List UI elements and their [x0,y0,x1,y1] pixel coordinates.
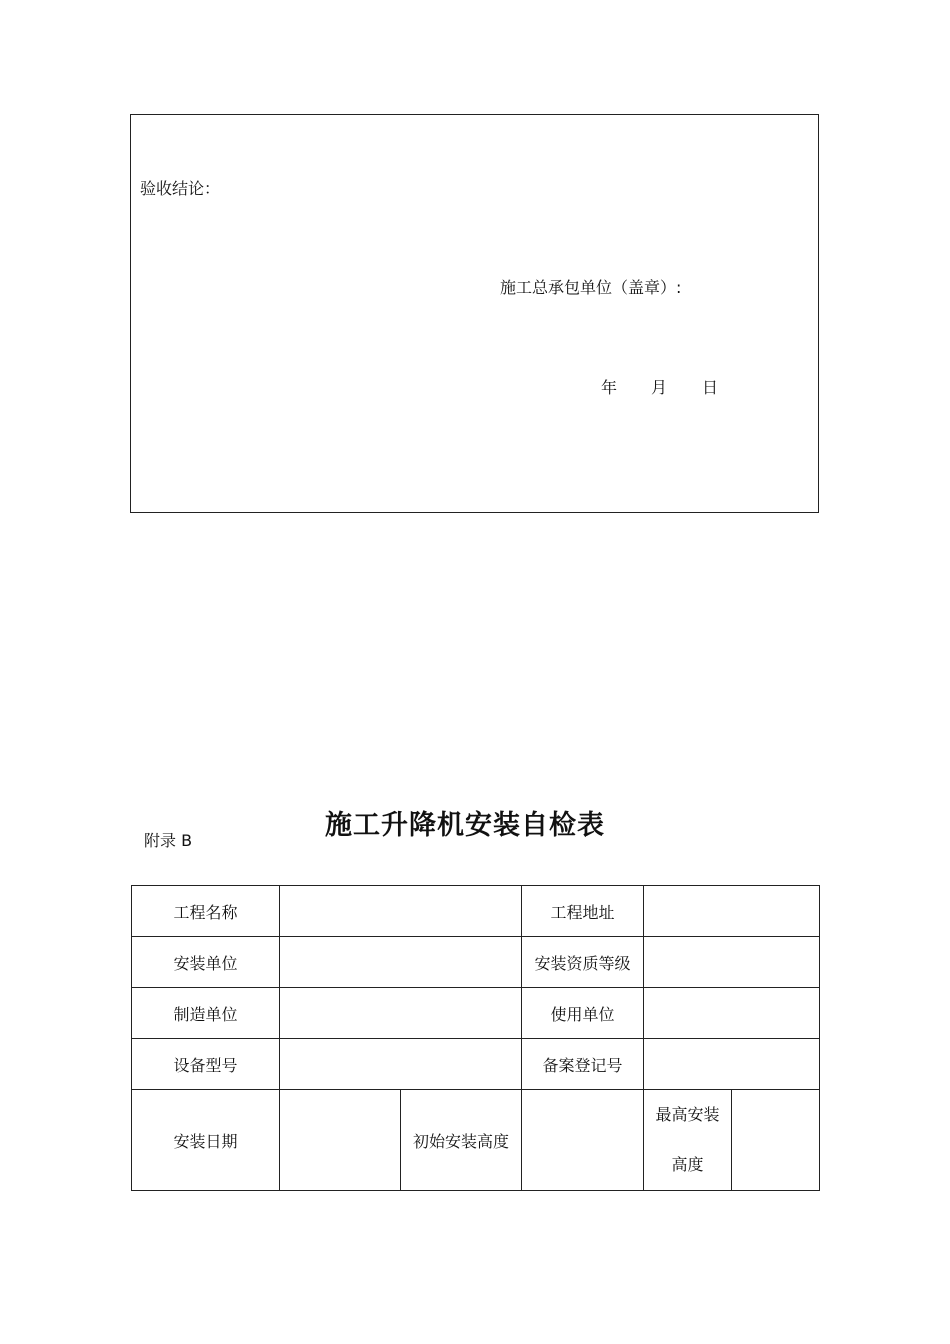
manufacturer-field[interactable] [280,988,522,1039]
date-day-label: 日 [702,378,719,397]
table-row [132,937,820,988]
page-title: 施工升降机安装自检表 [325,810,605,841]
table-row [132,1090,820,1191]
date-month-label: 月 [651,378,668,397]
equipment-model-label: 设备型号 [132,1039,280,1090]
registration-no-field[interactable] [644,1039,820,1090]
date-year-label: 年 [601,378,618,397]
table-row [132,886,820,937]
install-unit-field[interactable] [280,937,522,988]
conclusion-label: 验收结论： [140,179,221,198]
user-unit-field[interactable] [644,988,820,1039]
table-row [132,988,820,1039]
initial-height-field[interactable] [522,1090,644,1191]
project-name-field[interactable] [280,886,522,937]
table-row [132,1039,820,1090]
max-height-label-line2: 高度 [671,1155,704,1174]
contractor-seal-label: 施工总承包单位（盖章）: [500,278,682,297]
install-date-label: 安装日期 [132,1090,280,1191]
qualification-level-label: 安装资质等级 [522,937,644,988]
max-height-label [644,1090,732,1191]
project-address-label: 工程地址 [522,886,644,937]
qualification-level-field[interactable] [644,937,820,988]
install-date-field[interactable] [280,1090,401,1191]
user-unit-label: 使用单位 [522,988,644,1039]
equipment-model-field[interactable] [280,1039,522,1090]
registration-no-label: 备案登记号 [522,1039,644,1090]
self-inspection-form [131,885,820,1191]
appendix-label: 附录 B [144,831,193,850]
project-name-label: 工程名称 [132,886,280,937]
project-address-field[interactable] [644,886,820,937]
max-height-field[interactable] [732,1090,820,1191]
manufacturer-label: 制造单位 [132,988,280,1039]
install-unit-label: 安装单位 [132,937,280,988]
acceptance-conclusion-box [130,114,819,513]
initial-height-label: 初始安装高度 [401,1090,522,1191]
max-height-label-line1: 最高安装 [655,1105,720,1124]
